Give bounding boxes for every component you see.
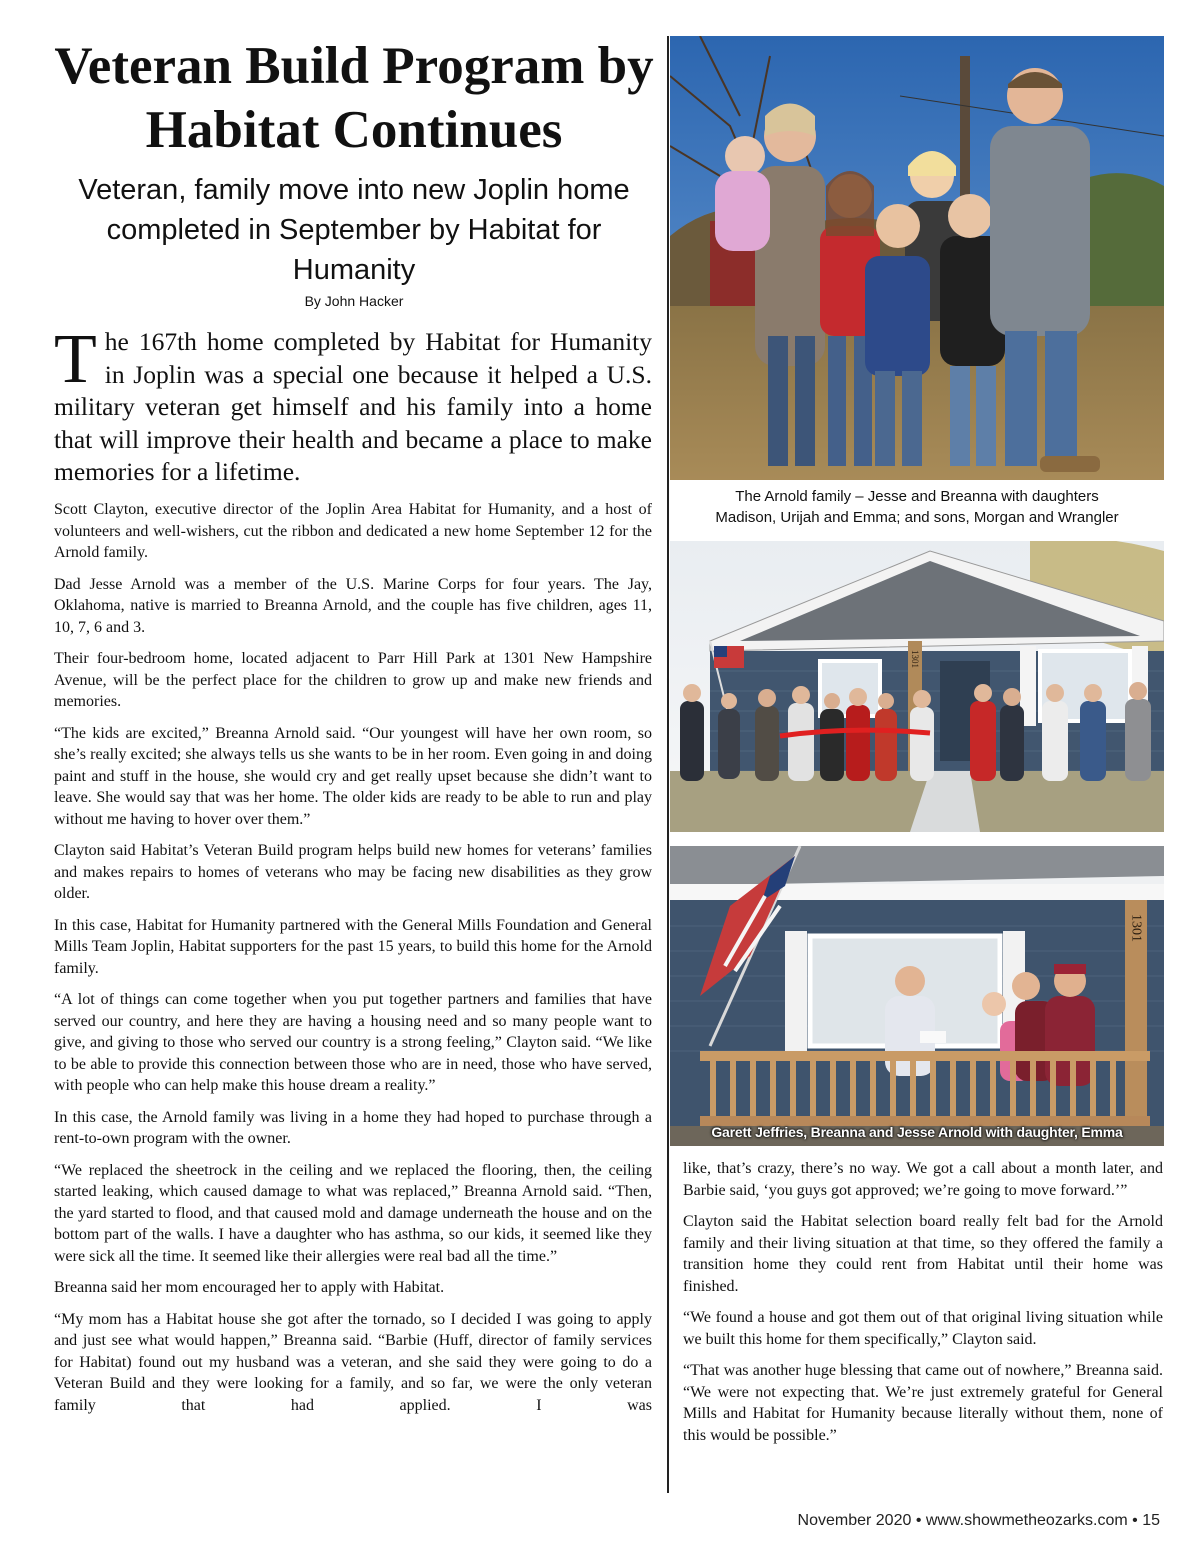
body-paragraph: “We replaced the sheetrock in the ceiling and we replaced the flooring, then, the ceiling started leaking, which caused damage to what was replaced,” Breanna Arnold said. “Then, the yard started to flood, and that caused mold and damage underneath the house and on the bottom part of the walls. I have a daughter who has asthma, so our kids, it seemed like they were sick all the time. It seemed like their allergies were real bad all the time.” xyxy=(54,1161,652,1265)
article-title: Veteran Build Program by Habitat Continues xyxy=(54,37,654,159)
body-paragraph: In this case, Habitat for Humanity partnered with the General Mills Foundation and General Mills Team Joplin, Habitat supporters for the past 15 years, to build this home for the Arnold family. xyxy=(54,916,652,977)
ribbon-cutting-photo-image xyxy=(670,541,1164,832)
body-paragraph: “My mom has a Habitat house she got after the tornado, so I decided I was going to apply and just see what would happen,” Breanna said. “Barbie (Huff, director of family services for Habitat) found out my husband was a veteran, and she said they were going to do a Veteran Build and they were looking for a family, and so far, we were the only veteran family that had applied. I was xyxy=(54,1310,652,1414)
ribbon-cutting-photo xyxy=(670,541,1164,832)
porch-photo-caption: Garett Jeffries, Breanna and Jesse Arnold with daughter, Emma xyxy=(711,1124,1123,1140)
right-column-body xyxy=(683,1158,1163,1456)
body-paragraph: like, that’s crazy, there’s no way. We got a call about a month later, and Barbie said, ‘you guys got approved; we’re going to move forward.’” xyxy=(683,1160,1163,1199)
body-paragraph: Dad Jesse Arnold was a member of the U.S. Marine Corps for four years. The Jay, Oklahoma, native is married to Breanna Arnold, and the couple has five children, ages 11, 10, 7, 6 and 3. xyxy=(54,575,652,636)
body-paragraph: “A lot of things can come together when you put together partners and families that have served our country, and here they are having a housing need and so many people want to give, and giving to those who served our country is a strong feeling,” Clayton said. “We like to be able to provide this connection between those who are in need, those who have served, with people who can help make this house dream a reality.” xyxy=(54,991,652,1094)
body-paragraph: “We found a house and got them out of that original living situation while we built this home for them specifically,” Clayton said. xyxy=(683,1309,1163,1348)
caption-line: Madison, Urijah and Emma; and sons, Morgan and Wrangler xyxy=(715,509,1119,526)
body-paragraph: In this case, the Arnold family was living in a home they had hoped to purchase through a rent-to-own program with the owner. xyxy=(54,1108,652,1147)
body-paragraph: Clayton said Habitat’s Veteran Build program helps build new homes for veterans’ families and makes repairs to homes of veterans who may be facing new disabilities as they grow older. xyxy=(54,842,652,902)
drop-cap: T xyxy=(54,321,97,398)
caption-line: The Arnold family – Jesse and Breanna with daughters xyxy=(735,488,1099,505)
family-photo-caption xyxy=(670,486,1164,528)
article-subtitle: Veteran, family move into new Joplin home completed in September by Habitat for Humanity xyxy=(78,174,630,286)
left-column-body xyxy=(54,499,652,1426)
house-number: 1301 xyxy=(1128,914,1144,942)
lede-paragraph xyxy=(54,321,652,489)
body-paragraph: “That was another huge blessing that came out of nowhere,” Breanna said. “We were not expecting that. We’re just extremely grateful for General Mills and Habitat for Humanity because literally without them, none of this would be possible.” xyxy=(683,1362,1163,1444)
column-divider xyxy=(667,36,669,1493)
body-paragraph: Their four-bedroom home, located adjacent to Parr Hill Park at 1301 New Hampshire Avenue, will be the perfect place for the children to grow up and make new friends and memories. xyxy=(54,650,652,710)
body-paragraph: Scott Clayton, executive director of the Joplin Area Habitat for Humanity, and a host of volunteers and well-wishers, cut the ribbon and dedicated a new home September 12 for the Arnold family. xyxy=(54,501,652,561)
family-photo xyxy=(670,36,1164,480)
page-footer: November 2020 • www.showmetheozarks.com • 15 xyxy=(797,1512,1160,1529)
body-paragraph: “The kids are excited,” Breanna Arnold said. “Our youngest will have her own room, so she’s really excited; she always tells us she wants to be in her room. Even going in and doing paint and stuff in the house, she would cry and get really upset because she didn’t want to leave. She would say that was her home. The older kids are ready to be able to run and play without me having to hover over them.” xyxy=(54,724,652,828)
porch-photo xyxy=(670,846,1164,1146)
family-photo-image xyxy=(670,36,1164,480)
porch-photo-image xyxy=(670,846,1164,1146)
house-number: 1301 xyxy=(910,650,920,668)
lede-text: he 167th home completed by Habitat for Humanity in Joplin was a special one because it helped a U.S. military veteran get himself and his family into a home that will improve their health and became a place to make memories for a lifetime. xyxy=(54,327,652,486)
body-paragraph: Clayton said the Habitat selection board really felt bad for the Arnold family and their living situation at that time, so they offered the family a transition home they could rent from Habitat until their home was finished. xyxy=(683,1213,1163,1295)
body-paragraph: Breanna said her mom encouraged her to apply with Habitat. xyxy=(54,1279,445,1296)
byline: By John Hacker xyxy=(304,293,404,309)
